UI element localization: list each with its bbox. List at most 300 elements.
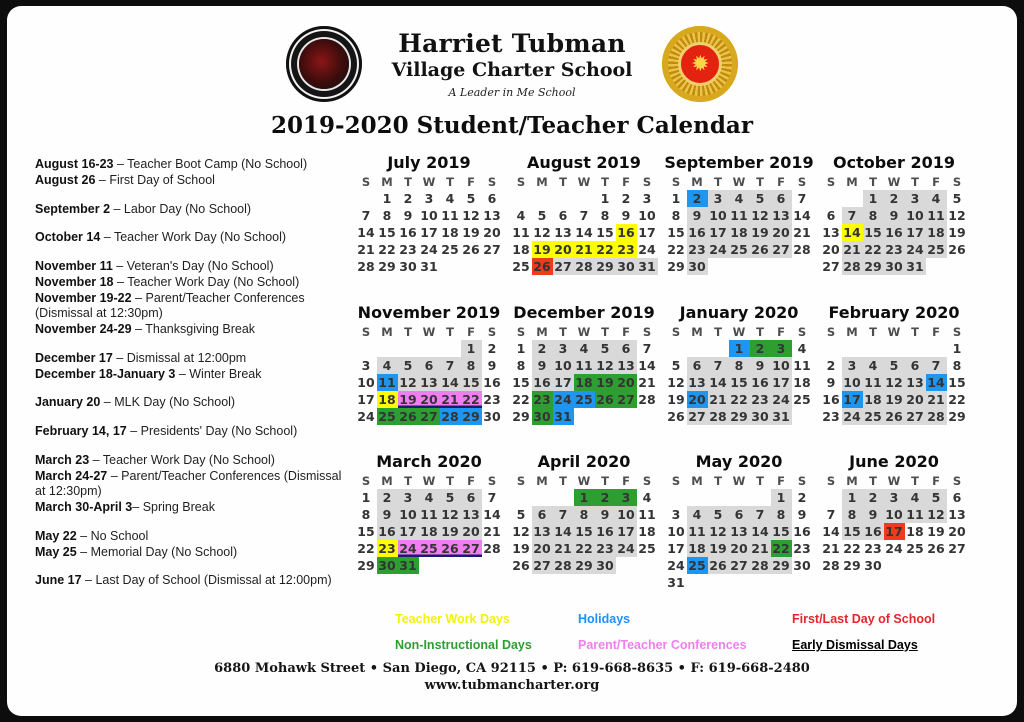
month-title: January 2020 <box>679 302 799 322</box>
day-cell: 24 <box>667 558 685 574</box>
day-cell: 2 <box>687 190 708 207</box>
day-cell: 23 <box>864 541 882 557</box>
blank-cell <box>708 489 729 506</box>
blank-cell <box>905 340 926 357</box>
day-cell: 21 <box>822 541 840 557</box>
day-cell: 11 <box>441 208 459 223</box>
month-day-grid <box>508 174 660 275</box>
day-cell: 17 <box>843 391 861 407</box>
day-cell: 7 <box>797 191 807 206</box>
blank-cell <box>553 489 574 506</box>
day-cell: 17 <box>885 524 903 540</box>
day-cell: 21 <box>793 225 811 240</box>
day-of-week-header: M <box>536 474 548 489</box>
day-of-week-header: F <box>622 324 630 339</box>
day-cell: 22 <box>596 242 614 257</box>
day-cell: 11 <box>793 357 811 373</box>
legend-item: Holidays <box>578 612 631 626</box>
day-cell: 4 <box>926 190 947 207</box>
day-of-week-header: F <box>932 324 940 339</box>
day-cell: 2 <box>884 190 905 207</box>
day-cell: 29 <box>772 558 790 574</box>
day-cell: 5 <box>708 506 729 523</box>
key-date-label: March 30-April 3 <box>35 500 133 514</box>
month-title: September 2019 <box>664 153 814 172</box>
day-of-week-header: M <box>846 324 858 339</box>
month-day-grid <box>818 473 970 574</box>
key-dates-group <box>35 202 353 218</box>
day-cell: 6 <box>771 190 792 207</box>
day-of-week-header: M <box>381 175 393 189</box>
day-cell: 21 <box>927 391 945 407</box>
key-date-entry <box>35 573 353 589</box>
footer-website: www.tubmancharter.org <box>424 678 600 693</box>
day-of-week-header: T <box>404 474 412 489</box>
day-of-week-header: W <box>887 474 901 489</box>
day-cell: 10 <box>617 507 635 523</box>
day-cell: 17 <box>906 225 924 240</box>
day-of-week-header: T <box>714 324 722 339</box>
day-of-week-header: W <box>577 175 591 189</box>
day-cell: 23 <box>596 541 614 557</box>
day-of-week-header: T <box>404 324 412 339</box>
day-cell: 20 <box>688 391 706 407</box>
day-cell: 17 <box>709 225 727 240</box>
day-cell: 3 <box>642 191 652 206</box>
day-of-week-header: F <box>622 474 630 489</box>
blank-cell <box>356 340 377 357</box>
day-cell: 11 <box>927 208 945 223</box>
day-cell: 21 <box>483 524 501 540</box>
day-cell: 4 <box>445 191 455 206</box>
day-cell: 6 <box>729 506 750 523</box>
day-cell: 7 <box>579 208 589 223</box>
blank-cell <box>842 190 863 207</box>
day-cell: 1 <box>600 191 610 206</box>
day-cell: 15 <box>730 374 748 390</box>
blank-cell <box>821 190 842 207</box>
day-cell: 29 <box>512 408 530 424</box>
day-cell: 28 <box>554 558 572 574</box>
blank-cell <box>687 489 708 506</box>
day-cell: 19 <box>948 225 966 240</box>
legend-item: Teacher Work Days <box>395 612 510 626</box>
day-cell: 24 <box>357 408 375 424</box>
key-date-entry <box>35 259 353 275</box>
day-cell: 13 <box>462 507 480 523</box>
day-cell: 28 <box>575 259 593 274</box>
day-cell: 31 <box>667 575 685 591</box>
day-cell: 18 <box>864 391 882 407</box>
day-cell: 19 <box>751 225 769 240</box>
day-of-week-header: T <box>911 175 919 189</box>
day-cell: 9 <box>863 506 884 523</box>
blank-cell <box>666 340 687 357</box>
day-cell: 26 <box>533 259 551 274</box>
day-cell: 24 <box>399 541 417 557</box>
day-cell: 4 <box>905 489 926 506</box>
key-date-description: – MLK Day (No School) <box>100 395 236 410</box>
month-day-grid <box>818 174 970 275</box>
day-cell: 26 <box>399 408 417 424</box>
day-cell: 9 <box>621 208 631 223</box>
day-cell: 24 <box>772 391 790 407</box>
blank-cell <box>666 489 687 506</box>
day-cell: 30 <box>378 558 396 574</box>
day-cell: 19 <box>709 541 727 557</box>
key-dates-group <box>35 395 353 411</box>
day-cell: 15 <box>462 374 480 390</box>
month-title: June 2020 <box>849 452 939 472</box>
key-date-description: – Teacher Work Day (No School) <box>89 452 275 467</box>
school-logo-icon <box>286 26 362 102</box>
day-cell: 20 <box>772 225 790 240</box>
month-may-2020 <box>663 452 815 602</box>
day-cell: 30 <box>617 259 635 274</box>
day-cell: 2 <box>863 489 884 506</box>
day-cell: 12 <box>709 524 727 540</box>
day-cell: 17 <box>554 374 572 390</box>
day-cell: 10 <box>667 524 685 540</box>
day-of-week-header: S <box>642 175 652 189</box>
day-cell: 14 <box>822 524 840 540</box>
key-date-label: October 14 <box>35 230 101 245</box>
day-cell: 20 <box>948 524 966 540</box>
day-cell: 10 <box>772 357 790 373</box>
blank-cell <box>356 190 377 207</box>
day-cell: 18 <box>420 524 438 540</box>
day-cell: 20 <box>617 374 635 390</box>
day-cell: 19 <box>533 242 551 257</box>
day-cell: 13 <box>688 374 706 390</box>
day-cell: 14 <box>751 524 769 540</box>
day-cell: 25 <box>575 391 593 407</box>
day-cell: 12 <box>885 374 903 390</box>
key-date-label: June 17 <box>35 573 82 588</box>
day-of-week-header: T <box>559 175 567 189</box>
key-dates-group <box>35 230 353 246</box>
day-cell: 6 <box>532 506 553 523</box>
day-cell: 7 <box>842 207 863 224</box>
day-cell: 11 <box>906 507 924 523</box>
day-cell: 17 <box>357 391 375 407</box>
day-cell: 16 <box>533 374 551 390</box>
day-cell: 1 <box>516 340 526 356</box>
day-cell: 14 <box>554 524 572 540</box>
day-of-week-header: W <box>732 175 746 189</box>
blank-cell <box>687 340 708 357</box>
day-cell: 10 <box>420 208 438 223</box>
day-cell: 3 <box>424 191 434 206</box>
day-of-week-header: M <box>536 324 548 339</box>
day-of-week-header: S <box>516 324 526 339</box>
key-date-entry <box>35 275 353 291</box>
blank-cell <box>511 489 532 506</box>
day-cell: 27 <box>688 408 706 424</box>
day-cell: 8 <box>600 208 610 223</box>
day-cell: 5 <box>884 357 905 374</box>
day-cell: 13 <box>420 374 438 390</box>
day-cell: 15 <box>596 225 614 240</box>
day-of-week-header: S <box>671 324 681 339</box>
day-cell: 15 <box>378 225 396 240</box>
key-date-entry <box>35 367 353 383</box>
day-cell: 23 <box>822 408 840 424</box>
day-cell: 14 <box>483 507 501 523</box>
day-cell: 11 <box>378 374 396 390</box>
key-date-label: November 11 <box>35 259 113 273</box>
day-cell: 22 <box>667 242 685 257</box>
day-cell: 13 <box>906 374 924 390</box>
day-cell: 2 <box>487 340 497 356</box>
day-of-week-header: M <box>381 474 393 489</box>
key-date-description: – Parent/Teacher Conferences (Dismissal at 12:30pm) <box>35 290 305 321</box>
day-cell: 10 <box>554 357 572 373</box>
day-cell: 5 <box>671 357 681 373</box>
month-day-grid <box>663 473 815 591</box>
day-of-week-header: F <box>467 175 475 189</box>
day-cell: 12 <box>441 507 459 523</box>
day-cell: 20 <box>730 541 748 557</box>
day-cell: 9 <box>797 507 807 523</box>
day-cell: 15 <box>843 524 861 540</box>
day-cell: 21 <box>357 242 375 257</box>
key-date-description: – Thanksgiving Break <box>131 322 256 336</box>
day-cell: 8 <box>863 207 884 224</box>
day-cell: 3 <box>671 507 681 523</box>
day-of-week-header: S <box>642 324 652 339</box>
day-cell: 26 <box>441 541 459 557</box>
day-cell: 26 <box>885 408 903 424</box>
day-cell: 21 <box>554 541 572 557</box>
day-cell: 29 <box>462 408 480 424</box>
day-cell: 4 <box>574 340 595 357</box>
day-cell: 12 <box>399 374 417 390</box>
day-of-week-header: S <box>487 175 497 189</box>
day-cell: 8 <box>842 506 863 523</box>
key-date-label: May 25 <box>35 544 77 559</box>
day-cell: 28 <box>927 408 945 424</box>
key-date-description: – Teacher Work Day (No School) <box>100 230 287 245</box>
day-cell: 4 <box>377 357 398 374</box>
day-cell: 31 <box>772 408 790 424</box>
key-dates-group <box>35 453 353 516</box>
day-cell: 27 <box>822 259 840 274</box>
day-cell: 10 <box>709 208 727 223</box>
day-cell: 12 <box>596 357 614 373</box>
day-cell: 17 <box>399 524 417 540</box>
key-date-label: February 14, 17 <box>35 424 127 438</box>
day-cell: 27 <box>948 541 966 557</box>
key-date-description: – Dismissal at 12:00pm <box>112 350 247 365</box>
day-cell: 29 <box>357 558 375 574</box>
day-of-week-header: S <box>797 324 807 339</box>
day-cell: 18 <box>793 374 811 390</box>
day-cell: 13 <box>948 507 966 523</box>
month-title: October 2019 <box>832 153 956 172</box>
day-of-week-header: T <box>601 324 609 339</box>
day-cell: 11 <box>420 507 438 523</box>
day-of-week-header: T <box>559 474 567 489</box>
day-cell: 16 <box>399 225 417 240</box>
day-cell: 22 <box>378 242 396 257</box>
key-date-entry <box>35 424 353 440</box>
key-date-entry <box>35 202 353 218</box>
day-cell: 22 <box>772 541 790 557</box>
day-cell: 18 <box>512 242 530 257</box>
day-cell: 26 <box>709 558 727 574</box>
day-cell: 2 <box>377 489 398 506</box>
day-cell: 5 <box>750 190 771 207</box>
day-of-week-header: S <box>361 474 371 489</box>
day-cell: 5 <box>926 489 947 506</box>
day-cell: 24 <box>617 541 635 557</box>
day-cell: 22 <box>512 391 530 407</box>
day-cell: 27 <box>730 558 748 574</box>
day-cell: 3 <box>884 489 905 506</box>
legend <box>395 612 1017 652</box>
key-date-label: March 24-27 <box>35 468 108 483</box>
day-of-week-header: S <box>952 474 962 489</box>
day-cell: 30 <box>483 408 501 424</box>
day-cell: 10 <box>906 208 924 223</box>
day-cell: 23 <box>617 242 635 257</box>
gold-seal-icon <box>662 26 738 102</box>
day-of-week-header: W <box>577 474 591 489</box>
blank-cell <box>511 190 532 207</box>
day-cell: 26 <box>948 242 966 257</box>
day-cell: 14 <box>441 374 459 390</box>
month-december-2019 <box>508 303 660 436</box>
key-date-entry <box>35 529 353 545</box>
day-cell: 24 <box>843 408 861 424</box>
day-cell: 22 <box>843 541 861 557</box>
day-cell: 19 <box>885 391 903 407</box>
day-cell: 12 <box>533 225 551 240</box>
day-cell: 22 <box>575 541 593 557</box>
day-cell: 23 <box>885 242 903 257</box>
day-cell: 4 <box>419 489 440 506</box>
day-cell: 31 <box>420 259 438 274</box>
day-cell: 7 <box>750 506 771 523</box>
key-date-description: – Teacher Work Day (No School) <box>113 274 300 289</box>
day-cell: 11 <box>688 524 706 540</box>
day-cell: 12 <box>948 208 966 223</box>
key-dates-list <box>35 151 353 602</box>
month-april-2020 <box>508 452 660 602</box>
day-cell: 21 <box>709 391 727 407</box>
day-cell: 14 <box>927 374 945 390</box>
month-february-2020 <box>818 303 970 436</box>
day-cell: 16 <box>688 225 706 240</box>
day-cell: 3 <box>553 340 574 357</box>
day-cell: 8 <box>516 357 526 373</box>
day-cell: 21 <box>441 391 459 407</box>
day-cell: 29 <box>843 558 861 574</box>
day-cell: 28 <box>638 391 656 407</box>
day-of-week-header: F <box>467 324 475 339</box>
day-cell: 24 <box>420 242 438 257</box>
day-cell: 1 <box>863 190 884 207</box>
day-cell: 9 <box>377 506 398 523</box>
day-cell: 27 <box>772 242 790 257</box>
day-of-week-header: M <box>381 324 393 339</box>
month-title: May 2020 <box>695 452 783 472</box>
day-of-week-header: W <box>422 474 436 489</box>
blank-cell <box>440 340 461 357</box>
calendar-page <box>7 6 1017 716</box>
day-cell: 10 <box>885 507 903 523</box>
blank-cell <box>708 340 729 357</box>
day-cell: 14 <box>357 225 375 240</box>
blank-cell <box>842 340 863 357</box>
day-cell: 13 <box>533 524 551 540</box>
blank-cell <box>419 340 440 357</box>
day-of-week-header: M <box>846 474 858 489</box>
day-cell: 31 <box>554 408 572 424</box>
key-date-label: March 23 <box>35 452 90 467</box>
day-of-week-header: F <box>777 175 785 189</box>
day-cell: 28 <box>793 242 811 257</box>
day-cell: 15 <box>357 524 375 540</box>
month-title: November 2019 <box>357 302 501 322</box>
day-cell: 29 <box>596 259 614 274</box>
day-cell: 3 <box>771 340 792 357</box>
day-cell: 1 <box>361 490 371 506</box>
day-of-week-header: T <box>446 175 454 189</box>
day-cell: 18 <box>378 391 396 407</box>
key-date-entry <box>35 351 353 367</box>
day-cell: 7 <box>361 208 371 223</box>
day-of-week-header: F <box>777 324 785 339</box>
day-cell: 6 <box>558 208 568 223</box>
blank-cell <box>398 340 419 357</box>
blank-cell <box>821 489 842 506</box>
day-cell: 11 <box>730 208 748 223</box>
blank-cell <box>750 489 771 506</box>
key-date-description: – Winter Break <box>175 366 262 381</box>
month-day-grid <box>663 324 815 425</box>
day-cell: 26 <box>462 242 480 257</box>
day-cell: 27 <box>554 259 572 274</box>
day-of-week-header: W <box>577 324 591 339</box>
day-cell: 30 <box>688 259 706 274</box>
day-cell: 22 <box>864 242 882 257</box>
day-cell: 25 <box>864 408 882 424</box>
day-cell: 1 <box>842 489 863 506</box>
blank-cell <box>821 340 842 357</box>
key-date-entry <box>35 500 353 516</box>
day-cell: 1 <box>771 489 792 506</box>
day-cell: 16 <box>596 524 614 540</box>
key-date-description: – Labor Day (No School) <box>110 201 252 216</box>
day-cell: 25 <box>730 242 748 257</box>
key-date-label: November 18 <box>35 274 114 289</box>
day-cell: 14 <box>638 357 656 373</box>
day-cell: 5 <box>440 489 461 506</box>
day-cell: 11 <box>575 357 593 373</box>
day-cell: 5 <box>595 340 616 357</box>
month-title: March 2020 <box>376 452 482 472</box>
school-tagline: A Leader in Me School <box>448 86 576 99</box>
day-cell: 18 <box>906 524 924 540</box>
day-cell: 11 <box>864 374 882 390</box>
day-cell: 28 <box>441 408 459 424</box>
day-cell: 26 <box>512 558 530 574</box>
day-cell: 22 <box>948 391 966 407</box>
key-date-label: August 26 <box>35 172 96 187</box>
day-cell: 17 <box>772 374 790 390</box>
